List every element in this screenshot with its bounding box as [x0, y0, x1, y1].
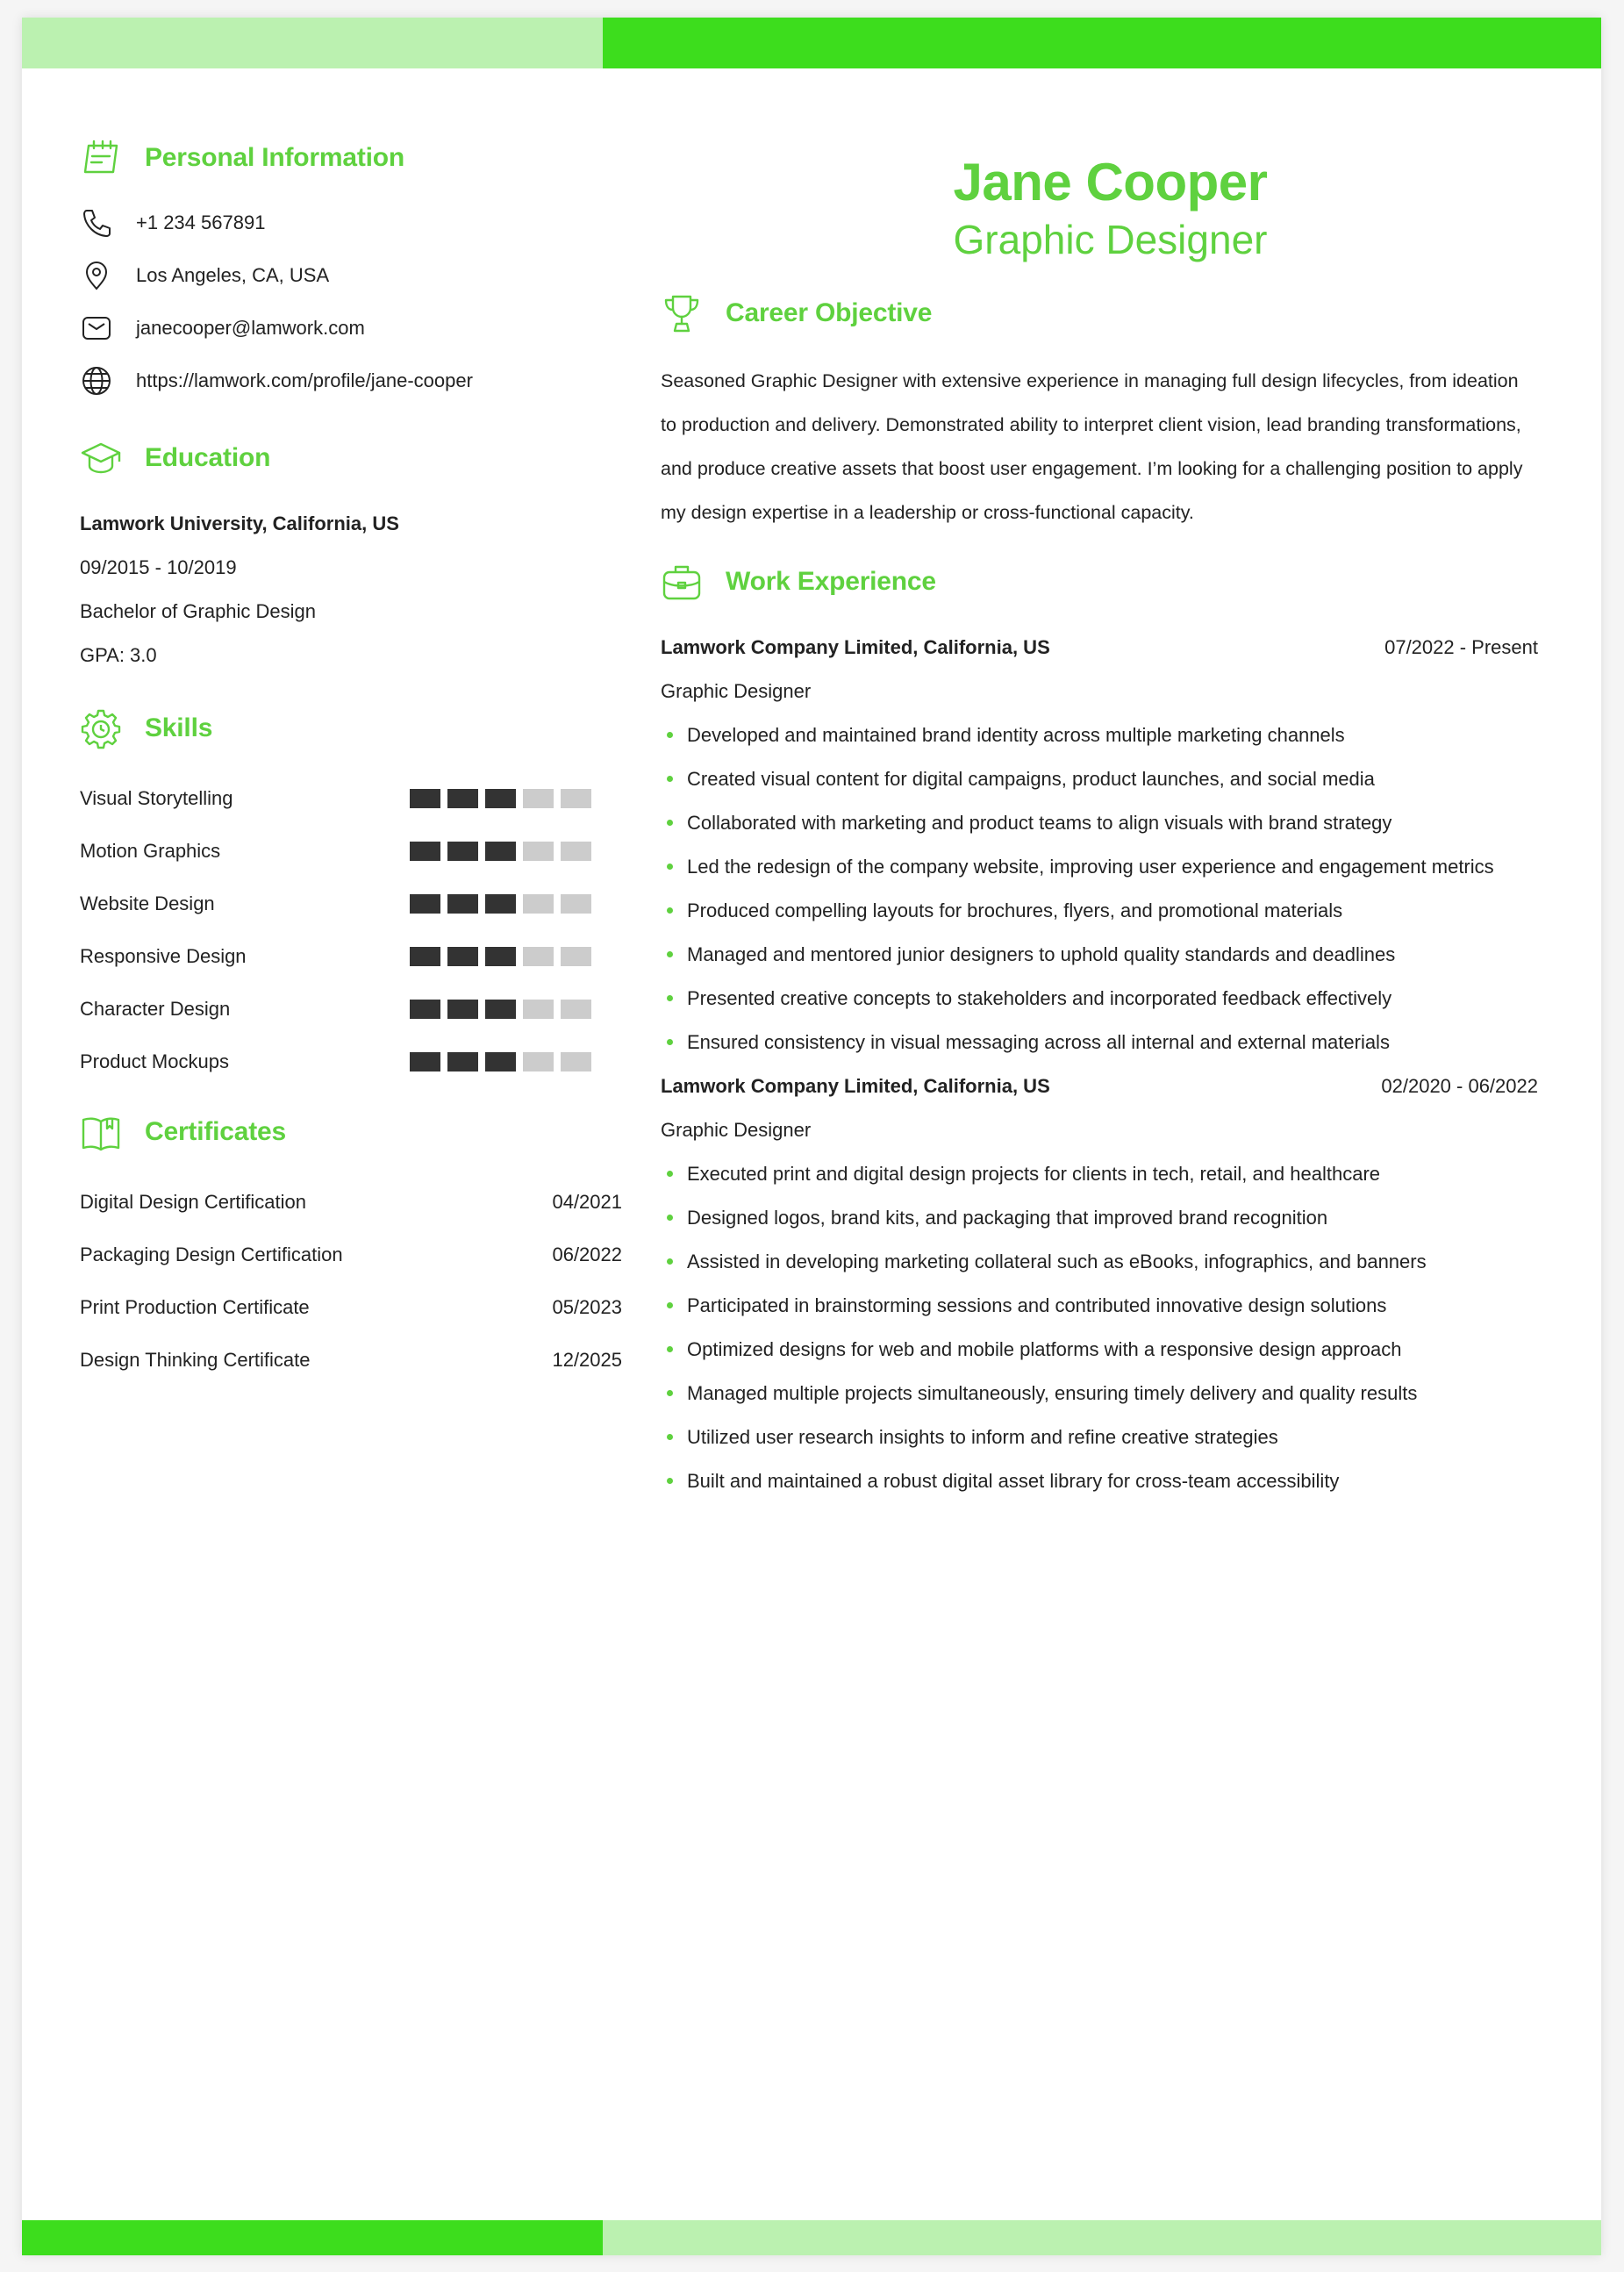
skill-level-block	[485, 1000, 516, 1019]
certificate-name: Design Thinking Certificate	[80, 1349, 311, 1371]
job-bullet: Participated in brainstorming sessions and contributed innovative design solutions	[661, 1284, 1560, 1328]
experience-header	[661, 555, 1560, 608]
job-entry	[661, 1064, 1560, 1503]
book-icon	[80, 1107, 134, 1157]
skill-level-block	[561, 894, 591, 914]
contact-list	[80, 197, 624, 407]
job-bullet: Created visual content for digital campaigns, product launches, and social media	[661, 757, 1560, 801]
job-bullet: Developed and maintained brand identity across multiple marketing channels	[661, 713, 1560, 757]
contact-location	[80, 249, 624, 302]
contact-phone	[80, 197, 624, 249]
skill-level-block	[410, 1000, 440, 1019]
job-company: Lamwork Company Limited, California, US	[661, 636, 1050, 658]
trophy-icon	[661, 289, 715, 338]
education-dates: 09/2015 - 10/2019	[80, 556, 237, 578]
skill-level-block	[410, 947, 440, 966]
skill-level-block	[485, 789, 516, 808]
certificate-row	[80, 1334, 622, 1387]
skill-level-block	[523, 789, 554, 808]
certificate-row	[80, 1229, 622, 1281]
certificate-row	[80, 1176, 622, 1229]
id-card-icon	[80, 133, 134, 183]
skills-list	[80, 772, 624, 1088]
job-bullet: Designed logos, brand kits, and packaging that improved brand recognition	[661, 1196, 1560, 1240]
job-bullet: Led the redesign of the company website, improving user experience and engagement metrics	[661, 845, 1560, 889]
job-bullet: Executed print and digital design projects for clients in tech, retail, and healthcare	[661, 1152, 1560, 1196]
skill-level-block	[447, 947, 478, 966]
contact-text: https://lamwork.com/profile/jane-cooper	[136, 369, 473, 391]
candidate-role: Graphic Designer	[953, 217, 1268, 262]
certificate-date: 04/2021	[552, 1191, 622, 1213]
education-header	[80, 432, 624, 484]
job-dates: 07/2022 - Present	[1384, 636, 1538, 658]
job-bullet: Assisted in developing marketing collateral such as eBooks, infographics, and banners	[661, 1240, 1560, 1284]
certificate-name: Packaging Design Certification	[80, 1244, 343, 1265]
objective-text: Seasoned Graphic Designer with extensive experience in managing full design lifecycles, from ideation to production and delivery. Demonstrated ability to interpret client vision, lead branding transformations, and produce creative assets that boost user engagement. I’m looking for a challenging position to apply my design expertise in a leadership or cross-functional capacity.	[661, 370, 1523, 523]
skill-level-block	[447, 894, 478, 914]
job-bullet: Presented creative concepts to stakeholders and incorporated feedback effectively	[661, 977, 1560, 1021]
skill-level-block	[523, 1052, 554, 1071]
skill-level-block	[561, 1052, 591, 1071]
skill-level-block	[485, 894, 516, 914]
school-name: Lamwork University, California, US	[80, 512, 399, 534]
skill-level-block	[561, 947, 591, 966]
skill-name: Product Mockups	[80, 1050, 229, 1072]
skills-header	[80, 702, 624, 755]
bottom-band-light	[603, 2220, 1601, 2255]
job-bullet: Collaborated with marketing and product teams to align visuals with brand strategy	[661, 801, 1560, 845]
job-title: Graphic Designer	[661, 1119, 812, 1141]
skill-level-block	[485, 947, 516, 966]
left-column	[80, 132, 624, 1387]
skill-level-block	[447, 1000, 478, 1019]
section-title: Work Experience	[726, 567, 936, 596]
job-header	[661, 626, 1538, 670]
skill-level-block	[410, 842, 440, 861]
skill-row	[80, 930, 624, 983]
job-header	[661, 1064, 1538, 1108]
certificate-date: 12/2025	[552, 1349, 622, 1371]
skill-row	[80, 825, 624, 878]
certificates-header	[80, 1106, 624, 1158]
skill-row	[80, 772, 624, 825]
skill-level-meter	[410, 1052, 591, 1071]
skill-row	[80, 1036, 624, 1088]
skill-level-block	[410, 1052, 440, 1071]
skill-name: Visual Storytelling	[80, 787, 233, 809]
job-bullet: Utilized user research insights to inform and refine creative strategies	[661, 1416, 1560, 1459]
section-title: Education	[145, 443, 271, 472]
skill-level-block	[447, 1052, 478, 1071]
right-column	[661, 132, 1560, 1503]
section-title: Skills	[145, 713, 213, 742]
job-bullet: Managed multiple projects simultaneously, ensuring timely delivery and quality results	[661, 1372, 1560, 1416]
skill-level-meter	[410, 789, 591, 808]
skill-level-meter	[410, 947, 591, 966]
certificate-date: 06/2022	[552, 1244, 622, 1265]
objective-header	[661, 287, 1560, 340]
degree: Bachelor of Graphic Design	[80, 600, 317, 622]
skill-level-block	[523, 947, 554, 966]
top-band-light	[22, 18, 603, 68]
jobs-list	[661, 626, 1560, 1503]
gear-icon	[80, 704, 134, 753]
certificate-row	[80, 1281, 622, 1334]
candidate-name: Jane Cooper	[953, 153, 1268, 211]
skill-name: Website Design	[80, 892, 215, 914]
job-bullet: Managed and mentored junior designers to uphold quality standards and deadlines	[661, 933, 1560, 977]
skill-row	[80, 983, 624, 1036]
skill-level-block	[523, 894, 554, 914]
skill-level-block	[485, 842, 516, 861]
job-bullets	[661, 713, 1560, 1064]
skill-level-block	[523, 1000, 554, 1019]
certificates-list	[80, 1176, 624, 1387]
briefcase-icon	[661, 557, 715, 606]
certificate-name: Digital Design Certification	[80, 1191, 306, 1213]
globe-icon	[80, 364, 136, 398]
section-title: Certificates	[145, 1117, 287, 1146]
skill-level-meter	[410, 842, 591, 861]
skill-level-meter	[410, 894, 591, 914]
section-title: Personal Information	[145, 143, 405, 172]
skill-name: Motion Graphics	[80, 840, 221, 862]
certificate-date: 05/2023	[552, 1296, 622, 1318]
graduation-cap-icon	[80, 434, 134, 483]
skill-name: Character Design	[80, 998, 231, 1020]
skill-level-block	[561, 1000, 591, 1019]
personal-info-header	[80, 132, 624, 184]
location-pin-icon	[80, 259, 136, 292]
job-entry	[661, 626, 1560, 1064]
job-dates: 02/2020 - 06/2022	[1381, 1075, 1538, 1097]
job-bullet: Ensured consistency in visual messaging across all internal and external materials	[661, 1021, 1560, 1064]
skill-level-block	[561, 842, 591, 861]
gpa: GPA: 3.0	[80, 644, 157, 666]
skill-level-block	[485, 1052, 516, 1071]
job-bullet: Built and maintained a robust digital asset library for cross-team accessibility	[661, 1459, 1560, 1503]
education-details	[80, 502, 624, 677]
skill-row	[80, 878, 624, 930]
job-bullets	[661, 1152, 1560, 1503]
skill-level-block	[523, 842, 554, 861]
contact-text: janecooper@lamwork.com	[136, 317, 365, 339]
contact-text: Los Angeles, CA, USA	[136, 264, 330, 286]
skill-level-block	[447, 789, 478, 808]
certificate-name: Print Production Certificate	[80, 1296, 310, 1318]
skill-name: Responsive Design	[80, 945, 247, 967]
skill-level-block	[410, 789, 440, 808]
skill-level-block	[561, 789, 591, 808]
section-title: Career Objective	[726, 298, 933, 327]
job-bullet: Produced compelling layouts for brochures, flyers, and promotional materials	[661, 889, 1560, 933]
contact-email	[80, 302, 624, 355]
job-company: Lamwork Company Limited, California, US	[661, 1075, 1050, 1097]
phone-icon	[80, 206, 136, 240]
job-title: Graphic Designer	[661, 680, 812, 702]
resume-page	[22, 18, 1601, 2255]
mail-icon	[80, 312, 136, 345]
contact-text: +1 234 567891	[136, 211, 266, 233]
bottom-band-bright	[22, 2220, 603, 2255]
skill-level-meter	[410, 1000, 591, 1019]
top-band-bright	[603, 18, 1601, 68]
job-bullet: Optimized designs for web and mobile platforms with a responsive design approach	[661, 1328, 1560, 1372]
skill-level-block	[410, 894, 440, 914]
contact-website	[80, 355, 624, 407]
skill-level-block	[447, 842, 478, 861]
